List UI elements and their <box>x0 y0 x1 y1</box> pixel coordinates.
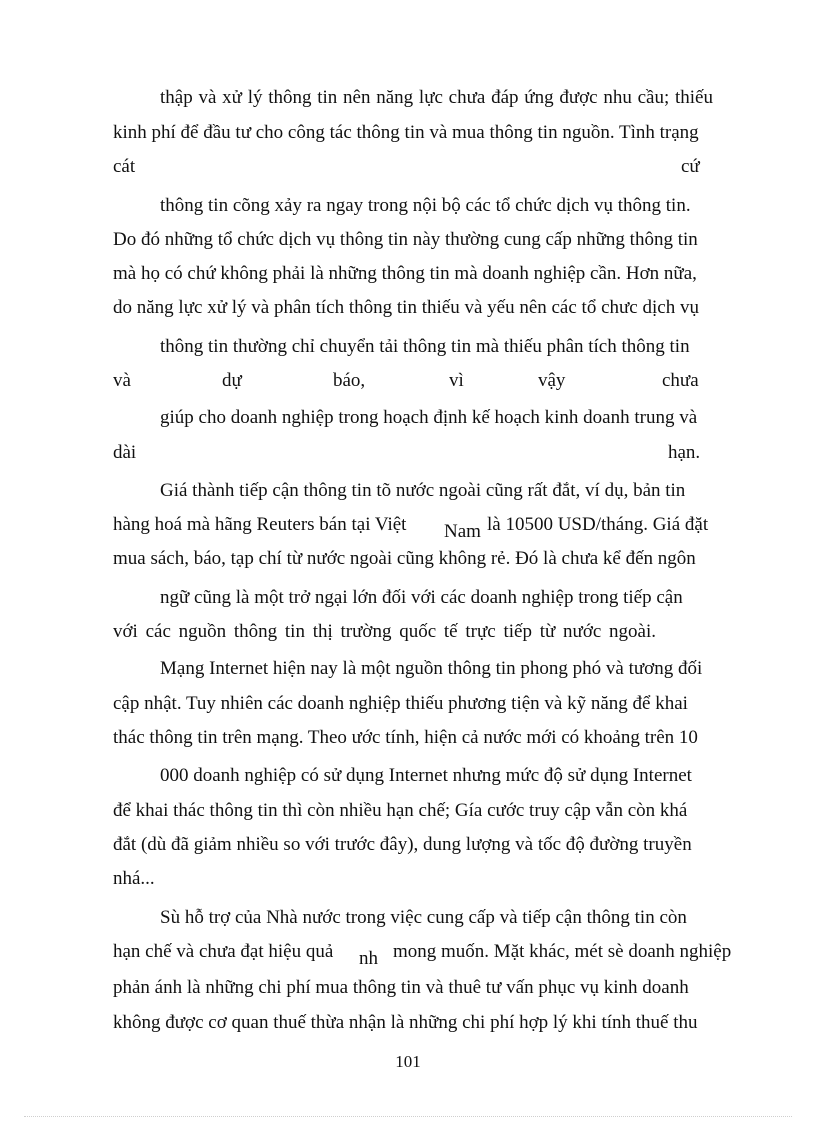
text-line-9f: chưa <box>662 370 699 391</box>
text-line-16: với các nguồn thông tin thị trường quốc tế trực tiếp từ nước ngoài. <box>113 621 657 642</box>
text-line-20: 000 doanh nghiệp có sử dụng Internet nhưng mức độ sử dụng Internet <box>160 765 692 786</box>
text-line-26: phản ánh là những chi phí mua thông tin và thuê tư vấn phục vụ kinh doanh <box>113 977 689 998</box>
text-line-21: để khai thác thông tin thì còn nhiều hạn chế; Gía cước truy cập vẫn còn khá <box>113 800 688 821</box>
text-line-25a: hạn chế và chưa đạt hiệu quả <box>113 941 334 962</box>
text-line-23: nhá... <box>113 868 155 889</box>
bottom-border-divider <box>24 1116 792 1117</box>
text-line-18: cập nhật. Tuy nhiên các doanh nghiệp thiếu phương tiện và kỹ năng để khai <box>113 693 688 714</box>
text-line-13b: Nam <box>444 521 481 542</box>
text-line-3b: cứ <box>681 156 700 177</box>
page-number: 101 <box>395 1052 421 1071</box>
text-line-4: thông tin cõng xảy ra ngay trong nội bộ các tổ chức dịch vụ thông tin. <box>160 195 691 216</box>
text-line-27: không được cơ quan thuế thừa nhận là những chi phí hợp lý khi tính thuế thu <box>113 1012 698 1033</box>
text-line-11a: dài <box>113 442 137 463</box>
text-line-8: thông tin thường chỉ chuyển tải thông tin mà thiếu phân tích thông tin <box>160 336 690 357</box>
text-line-24: Sù hỗ trợ của Nhà nước trong việc cung cấp và tiếp cận thông tin còn <box>160 907 687 928</box>
text-line-17: Mạng Internet hiện nay là một nguồn thông tin phong phó và tương đối <box>160 658 703 679</box>
text-line-3a: cát <box>113 156 136 177</box>
text-line-19: thác thông tin trên mạng. Theo ước tính, hiện cả nước mới có khoảng trên 10 <box>113 727 698 748</box>
text-line-22: đắt (dù đã giảm nhiều so với trước đây), dung lượng và tốc độ đường truyền <box>113 834 692 855</box>
text-line-25c: mong muốn. Mặt khác, mét sè doanh nghiệp <box>393 941 732 962</box>
text-line-14: mua sách, báo, tạp chí từ nước ngoài cũng không rẻ. Đó là chưa kể đến ngôn <box>113 548 696 569</box>
text-line-11b: hạn. <box>668 442 701 463</box>
text-line-12: Giá thành tiếp cận thông tin tõ nước ngoài cũng rất đắt, ví dụ, bản tin <box>160 480 686 501</box>
text-line-2: kinh phí để đầu tư cho công tác thông tin và mua thông tin nguồn. Tình trạng <box>113 122 699 143</box>
text-line-15: ngữ cũng là một trở ngại lớn đối với các doanh nghiệp trong tiếp cận <box>160 587 683 608</box>
text-line-13a: hàng hoá mà hãng Reuters bán tại Việt <box>113 514 407 535</box>
text-line-5: Do đó những tổ chức dịch vụ thông tin này thường cung cấp những thông tin <box>113 229 698 250</box>
text-line-10: giúp cho doanh nghiệp trong hoạch định kế hoạch kinh doanh trung và <box>160 407 698 428</box>
text-line-25b: nh <box>359 948 378 969</box>
text-line-9b: dự <box>222 370 242 391</box>
text-line-7: do năng lực xử lý và phân tích thông tin thiếu và yếu nên các tổ chưc dịch vụ <box>113 297 699 318</box>
text-line-9e: vậy <box>538 370 566 391</box>
text-line-1: thập và xử lý thông tin nên năng lực chưa đáp ứng được nhu cầu; thiếu <box>160 87 713 108</box>
text-line-9c: báo, <box>333 370 366 391</box>
text-line-9d: vì <box>449 370 464 391</box>
text-line-13c: là 10500 USD/tháng. Giá đặt <box>487 514 709 535</box>
text-line-6: mà họ có chứ không phải là những thông tin mà doanh nghiệp cần. Hơn nữa, <box>113 263 697 284</box>
text-line-9a: và <box>113 370 131 391</box>
